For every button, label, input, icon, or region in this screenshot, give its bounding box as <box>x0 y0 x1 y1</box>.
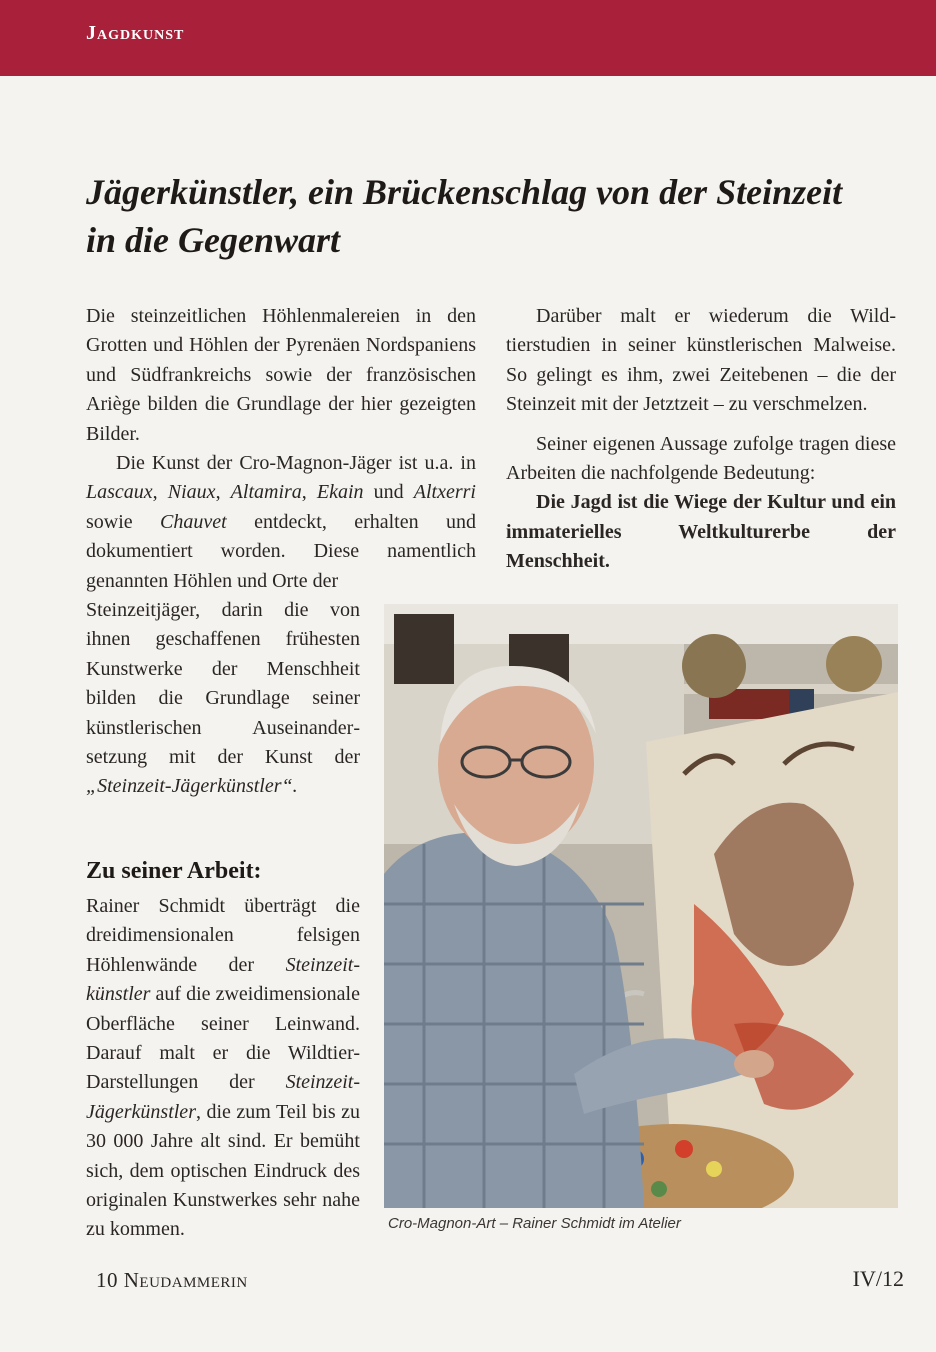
footer-page-label: 10 Neudammerin <box>96 1268 248 1292</box>
paragraph-caves: Die Kunst der Cro-Magnon-Jäger ist u.a. in Lascaux, Niaux, Altamira, Ekain und Altxerri sowie Chauvet entdeckt, erhalten und dokumentiert worden. Diese namentlich genannten Höhlen und Orte der <box>86 452 476 592</box>
cave-ekain: Ekain <box>316 481 364 504</box>
artist-photo <box>384 604 898 1208</box>
cave-chauvet: Chauvet <box>160 510 227 533</box>
paragraph-caves-continued: Steinzeitjäger, darin die von ihnen geschaffenen frühesten Kunstwerke der Menschheit bilden die Grundlage seiner künstlerischen Auseinandersetzung mit der Kunst der „Steinzeit-Jägerkünstler“. <box>86 599 360 798</box>
section-label: Jagdkunst <box>86 22 185 44</box>
work-column <box>86 892 360 1245</box>
paragraph-wildlife: Darüber malt er wiederum die Wildtierstudien in seiner künstlerischen Malweise. So gelingt es ihm, zwei Zeitebenen – die der Steinzeit mit der Jetztzeit – zu verschmelzen. <box>506 305 896 416</box>
left-column-top <box>86 302 476 596</box>
cave-altamira: Altamira <box>230 481 302 504</box>
right-column <box>506 302 896 577</box>
cave-niaux: Niaux <box>167 481 216 504</box>
paragraph-work: Rainer Schmidt überträgt die dreidimensionalen felsigen Höhlenwände der Steinzeitkünstler auf die zweidimensionale Oberfläche seiner Leinwand. Darauf malt er die Wildtier-Darstellungen der Steinzeit-Jägerkünstler, die zum Teil bis zu 30 000 Jahre alt sind. Er bemüht sich, dem optischen Eindruck des originalen Kunstwerkes sehr nahe zu kommen. <box>86 895 360 1241</box>
quote-steinzeit-jaegerkuenstler: „Steinzeit-Jägerkünstler“. <box>86 775 298 798</box>
key-statement: Die Jagd ist die Wiege der Kultur und ein immaterielles Weltkulturerbe der Menschheit. <box>506 491 896 573</box>
left-column-continued <box>86 596 360 802</box>
header-bar <box>0 0 936 76</box>
photo-caption: Cro-Magnon-Art – Rainer Schmidt im Atelier <box>388 1215 681 1232</box>
subheading-work: Zu seiner Arbeit: <box>86 858 262 884</box>
cave-lascaux: Lascaux <box>86 481 153 504</box>
cave-altxerri: Altxerri <box>413 481 476 504</box>
paragraph-meaning: Seiner eigenen Aussage zufolge tragen diese Arbeiten die nachfolgende Bedeutung: <box>506 432 896 485</box>
footer-issue: IV/12 <box>852 1266 904 1291</box>
paragraph-intro: Die steinzeitlichen Höhlenmalereien in den Grotten und Höhlen der Pyrenäen Nordspaniens und Südfrankreichs sowie der französischen Ariège bilden die Grundlage der hier gezeigten Bilder. <box>86 305 476 445</box>
article-title: Jägerkünstler, ein Brückenschlag von der Steinzeit in die Gegenwart <box>86 172 843 260</box>
